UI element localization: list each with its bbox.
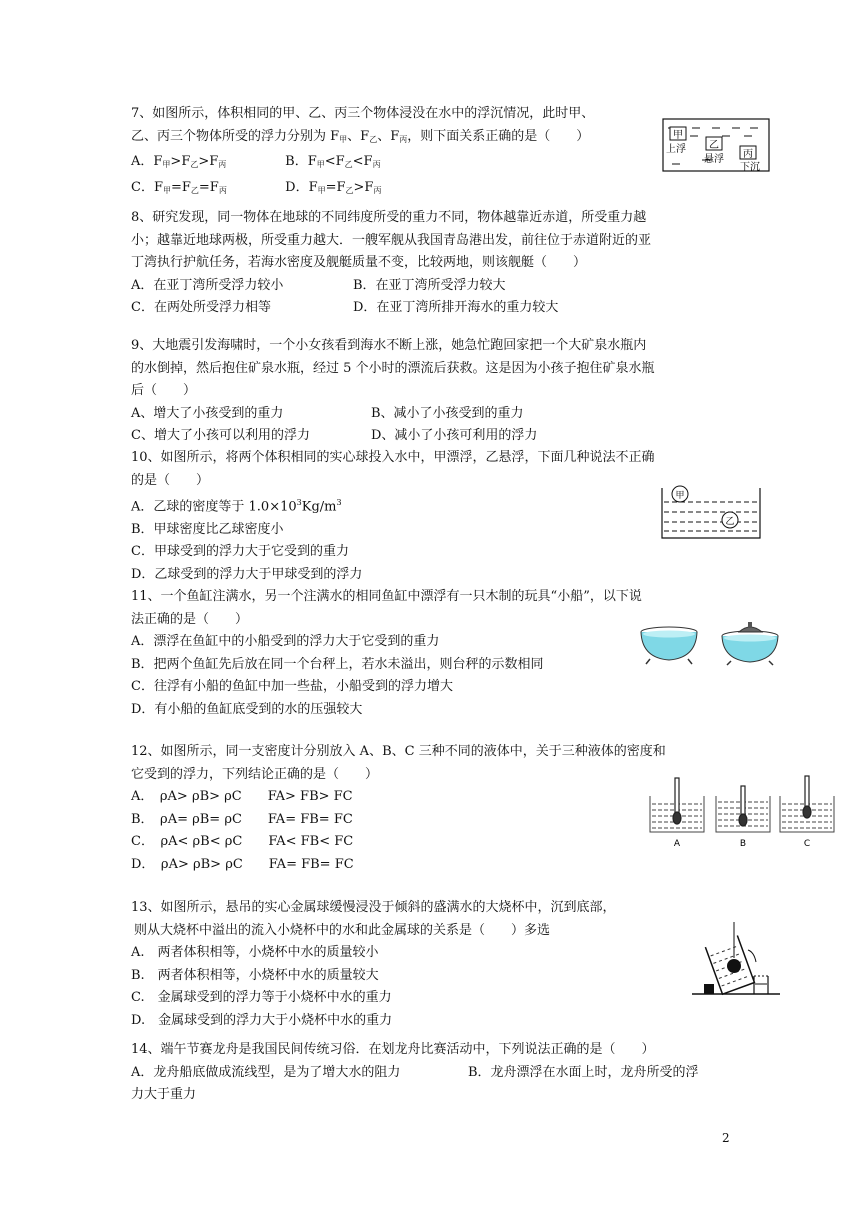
- q11-stem-line1: 11、一个鱼缸注满水，另一个注满水的相同鱼缸中漂浮有一只木制的玩具“小船”，以下说: [131, 589, 642, 604]
- q13-option-a[interactable]: A. 两者体积相等，小烧杯中水的质量较小: [131, 945, 379, 960]
- q8-option-a[interactable]: A．在亚丁湾所受浮力较小: [131, 277, 284, 293]
- q12-fig-label-a: A: [673, 839, 681, 849]
- q12-fig-label-c: C: [803, 839, 811, 849]
- question-7: [131, 103, 594, 202]
- q12-figure-hydrometers: [646, 774, 840, 850]
- q14-option-a[interactable]: A．龙舟船底做成流线型，是为了增大水的阻力: [131, 1064, 401, 1080]
- q7-options-row1: [131, 151, 594, 177]
- q11-option-c[interactable]: C．往浮有小船的鱼缸中加一些盐，小船受到的浮力增大: [131, 679, 453, 694]
- page-number: 2: [722, 1131, 730, 1145]
- q10-stem-line1: 10、如图所示，将两个体积相同的实心球投入水中，甲漂浮，乙悬浮，下面几种说法不正确: [131, 450, 655, 465]
- q13-option-c[interactable]: C. 金属球受到的浮力等于小烧杯中水的重力: [131, 990, 392, 1005]
- q11-option-b[interactable]: B．把两个鱼缸先后放在同一个台秤上，若水未溢出，则台秤的示数相同: [131, 656, 544, 672]
- q9-option-b[interactable]: B、减小了小孩受到的重力: [371, 405, 524, 421]
- fishtank-empty: [641, 627, 697, 664]
- q7-options-row2: [131, 177, 594, 203]
- q14-option-b[interactable]: B．龙舟漂浮在水面上时，龙舟所受的浮: [468, 1064, 699, 1080]
- q9-stem-line1: 9、大地震引发海啸时，一个小女孩看到海水不断上涨，她急忙跑回家把一个大矿泉水瓶内: [131, 338, 647, 353]
- q11-stem-line2: 法正确的是（ ）: [131, 611, 249, 627]
- question-9: [131, 335, 655, 448]
- q8-option-d[interactable]: D．在亚丁湾所排开海水的重力较大: [353, 300, 559, 315]
- q7-stem-line2: 乙、丙三个物体所受的浮力分别为 $F_甲$、$F_乙$、$F_丙$，则下面关系正确的是（ ）: [131, 128, 590, 144]
- q8-stem-line1: 8、研究发现，同一物体在地球的不同纬度所受的重力不同，物体越靠近赤道，所受重力越: [131, 210, 647, 225]
- q11-figure-fishtanks: [636, 618, 782, 666]
- q11-option-a[interactable]: A．漂浮在鱼缸中的小船受到的浮力大于它受到的重力: [131, 634, 440, 649]
- q10-option-b[interactable]: B．甲球密度比乙球密度小: [131, 521, 284, 537]
- q12-option-c[interactable]: C． ρA< ρB< ρC FA< FB< FC: [131, 834, 354, 849]
- question-10: [131, 447, 655, 586]
- q7-fig-label-jia: 甲: [673, 130, 683, 141]
- q11-option-d[interactable]: D．有小船的鱼缸底受到的水的压强较大: [131, 701, 363, 717]
- q12-option-b[interactable]: B． ρA= ρB= ρC FA= FB= FC: [131, 811, 353, 827]
- q7-figure: [662, 118, 770, 172]
- q12-option-a[interactable]: A． ρA> ρB> ρC FA> FB> FC: [131, 789, 353, 804]
- q9-option-a[interactable]: A、增大了小孩受到的重力: [131, 405, 284, 421]
- q12-stem-line1: 12、如图所示，同一支密度计分别放入 A、B、C 三种不同的液体中，关于三种液体的密度和: [131, 744, 666, 759]
- q8-option-b[interactable]: B．在亚丁湾所受浮力较大: [353, 277, 506, 293]
- q7-option-c[interactable]: C．$F_甲=F_乙=F_丙$: [131, 179, 227, 195]
- q8-stem-line2: 小；越靠近地球两极，所受重力越大．一艘军舰从我国青岛港出发，前往位于赤道附近的亚: [131, 232, 652, 248]
- q13-option-b[interactable]: B. 两者体积相等，小烧杯中水的质量较大: [131, 967, 379, 983]
- q10-option-d[interactable]: D．乙球受到的浮力大于甲球受到的浮力: [131, 566, 363, 582]
- q12-fig-label-b: B: [739, 839, 747, 849]
- q7-stem-line1: 7、如图所示，体积相同的甲、乙、丙三个物体浸没在水中的浮沉情况，此时甲、: [131, 106, 595, 121]
- q10-fig-label-yi: 乙: [725, 517, 735, 527]
- q9-option-d[interactable]: D、减小了小孩可利用的浮力: [371, 428, 538, 443]
- q14-option-b-continued: 力大于重力: [131, 1087, 197, 1102]
- q9-stem-line2: 的水倒掉，然后抱住矿泉水瓶，经过 5 个小时的漂流后获救。这是因为小孩子抱住矿泉水瓶: [131, 360, 655, 376]
- question-13: [131, 897, 616, 1032]
- q10-fig-label-jia: 甲: [675, 491, 685, 501]
- q10-stem-line2: 的是（ ）: [131, 472, 210, 488]
- q7-option-b[interactable]: B．$F_甲<F_乙<F_丙$: [285, 154, 381, 169]
- q13-stem-line2: 则从大烧杯中溢出的流入小烧杯中的水和此金属球的关系是（ ）多选: [134, 922, 551, 938]
- question-11: [131, 586, 642, 721]
- q10-option-a[interactable]: A．乙球的密度等于 $1.0\times 10^3Kg/m^3$: [131, 498, 342, 515]
- q9-stem-line3: 后（ ）: [131, 383, 197, 398]
- q7-fig-label-yi: 乙: [709, 140, 719, 151]
- q12-stem-line2: 它受到的浮力，下列结论正确的是（ ）: [131, 766, 379, 782]
- q9-option-c[interactable]: C、增大了小孩可以利用的浮力: [131, 428, 310, 443]
- q10-figure: [660, 482, 764, 542]
- q12-option-d[interactable]: D． ρA> ρB> ρC FA= FB= FC: [131, 856, 354, 872]
- q13-stem-line1: 13、如图所示，悬吊的实心金属球缓慢浸没于倾斜的盛满水的大烧杯中，沉到底部，: [131, 900, 616, 915]
- q7-option-a[interactable]: A．$F_甲>F_乙>F_丙$: [131, 154, 227, 169]
- q8-option-c[interactable]: C．在两处所受浮力相等: [131, 300, 271, 315]
- q7-fig-label-up: 上浮: [666, 144, 686, 155]
- q8-stem-line3: 丁湾执行护航任务，若海水密度及舰艇质量不变，比较两地，则该舰艇（ ）: [131, 255, 587, 270]
- q7-fig-label-bing: 丙: [743, 149, 753, 160]
- question-8: [131, 207, 651, 320]
- question-12: [131, 741, 666, 876]
- q10-option-c[interactable]: C．甲球受到的浮力大于它受到的重力: [131, 544, 349, 560]
- q13-figure-overflow: [690, 918, 782, 996]
- q7-fig-label-suspend: 悬浮: [704, 154, 724, 165]
- q7-option-d[interactable]: D．$F_甲=F_乙>F_丙$: [285, 179, 382, 195]
- fishtank-with-boat: [722, 622, 778, 665]
- q14-stem-line1: 14、端午节赛龙舟是我国民间传统习俗．在划龙舟比赛活动中，下列说法正确的是（ ）: [131, 1042, 655, 1057]
- q13-option-d[interactable]: D. 金属球受到的浮力大于小烧杯中水的重力: [131, 1012, 393, 1028]
- question-14: [131, 1039, 699, 1107]
- q7-fig-label-sink: 下沉: [740, 162, 760, 172]
